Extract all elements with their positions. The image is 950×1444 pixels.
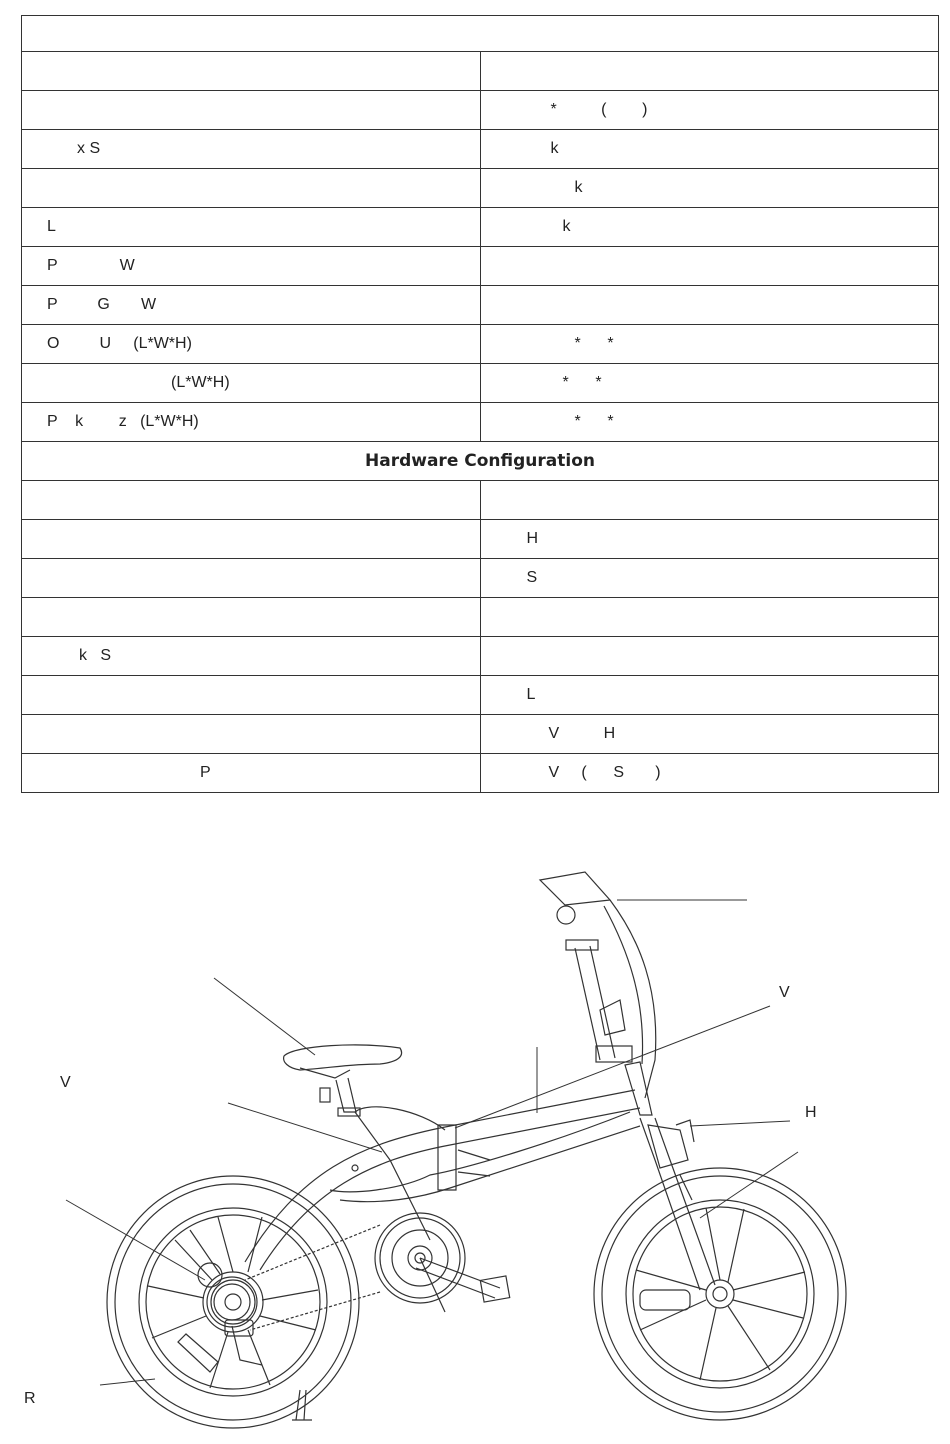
spec-row [22,286,939,325]
hardware-value [480,754,939,793]
hardware-value [480,676,939,715]
hardware-value [480,559,939,598]
spec-label [22,208,481,247]
hardware-value-text: V H [548,725,616,742]
spec-value [480,364,939,403]
spec-label-text: (L*W*H) [171,374,230,391]
spec-row [22,364,939,403]
spec-value [480,91,939,130]
spec-value [480,403,939,442]
spec-value-text: * * [562,374,602,391]
hardware-label-text: k S [79,647,112,664]
spec-label [22,403,481,442]
spec-label [22,286,481,325]
callout-lines [66,900,798,1385]
spec-row [22,403,939,442]
spec-label [22,364,481,403]
hardware-value [480,715,939,754]
spec-label-text: x S [77,140,101,157]
spec-row [22,247,939,286]
hardware-value [480,637,939,676]
kickstand [292,1390,312,1420]
disc-brakes [178,1263,222,1372]
diagram-label-h-right: H [805,1104,817,1121]
spec-value [480,325,939,364]
spec-value-text: k [550,140,559,157]
rear-wheel [107,1176,359,1428]
hardware-row [22,676,939,715]
table-title [22,16,939,52]
spec-value-text: * * [574,413,614,430]
spec-value-text: k [574,179,583,196]
hardware-label [22,559,481,598]
hardware-value-text: H [526,530,539,547]
diagram-label-r: R [24,1390,36,1407]
hardware-label [22,676,481,715]
hardware-label [22,637,481,676]
spec-label-text: P W [47,257,135,274]
spec-row [22,130,939,169]
spec-table [21,15,939,793]
spec-value-text: k [562,218,571,235]
spec-label-text: P G W [47,296,157,313]
spec-label [22,91,481,130]
spec-label [22,52,481,91]
hardware-row [22,481,939,520]
hardware-label [22,481,481,520]
saddle-and-seatpost [284,1045,402,1116]
hardware-label [22,715,481,754]
spec-label [22,247,481,286]
hardware-label [22,598,481,637]
hardware-row [22,598,939,637]
spec-row [22,208,939,247]
front-wheel [594,1168,846,1420]
hardware-value [480,520,939,559]
spec-label-text: L [47,218,56,235]
section-title-text: Hardware Configuration [365,451,595,471]
spec-value [480,286,939,325]
hardware-value [480,598,939,637]
spec-value [480,52,939,91]
spec-value [480,130,939,169]
spec-row [22,91,939,130]
spec-value [480,247,939,286]
folding-bike-diagram [0,820,950,1444]
spec-row [22,325,939,364]
spec-label [22,130,481,169]
diagram-label-v-right: V [779,984,790,1001]
stem-and-handlebar [540,872,715,1290]
spec-label-text: O U (L*W*H) [47,335,192,352]
spec-label [22,169,481,208]
hardware-row [22,715,939,754]
hardware-label [22,754,481,793]
hardware-row [22,754,939,793]
hardware-row [22,520,939,559]
hardware-label-text: P [200,764,211,781]
hardware-row [22,559,939,598]
bike-frame [245,1090,640,1270]
hardware-value-text: S [526,569,538,586]
spec-value [480,208,939,247]
spec-label [22,325,481,364]
hardware-value-text: V ( S ) [548,764,661,781]
spec-row [22,169,939,208]
section-title-hardware [22,442,939,481]
spec-value-text: * * [574,335,614,352]
hardware-row [22,637,939,676]
spec-row [22,52,939,91]
hardware-value [480,481,939,520]
spec-value-text: * ( ) [550,101,648,118]
diagram-label-v-left: V [60,1074,71,1091]
hardware-label [22,520,481,559]
spec-label-text: P k z (L*W*H) [47,413,199,430]
hardware-value-text: L [526,686,536,703]
spec-value [480,169,939,208]
